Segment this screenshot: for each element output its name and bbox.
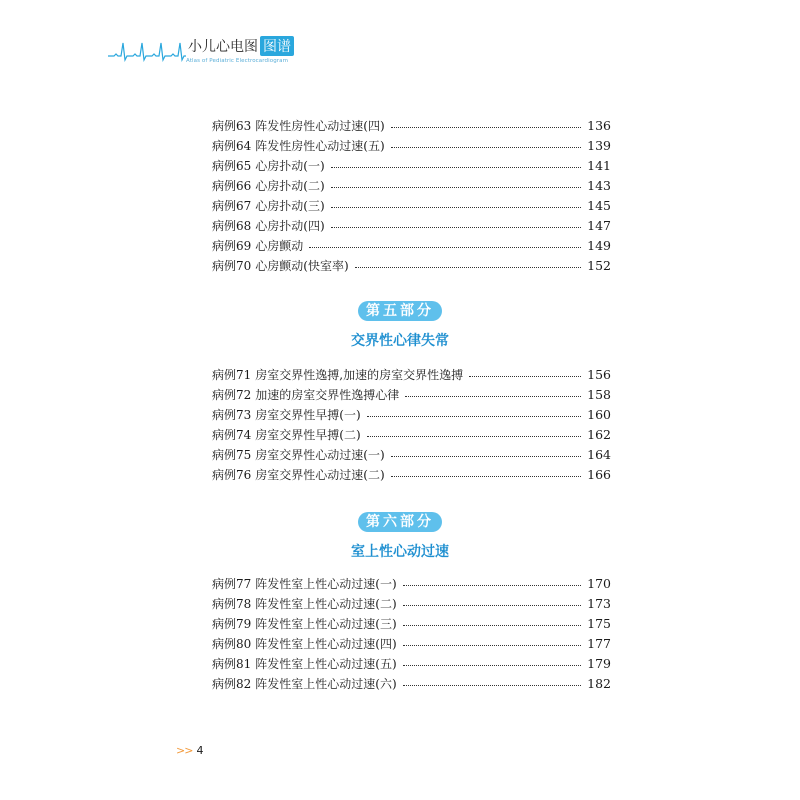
toc-entry	[212, 465, 611, 485]
case-title: 阵发性室上性心动过速(一)	[255, 577, 397, 591]
dot-leader	[331, 227, 581, 228]
case-title: 房室交界性早搏(一)	[255, 408, 361, 422]
dot-leader	[367, 436, 581, 437]
case-title: 心房扑动(一)	[255, 159, 325, 173]
case-title: 阵发性室上性心动过速(四)	[255, 637, 397, 651]
case-title: 阵发性室上性心动过速(五)	[255, 657, 397, 671]
case-number: 病例75	[212, 448, 252, 462]
page-number: 162	[587, 427, 611, 442]
case-number: 病例79	[212, 617, 252, 631]
page-number: 170	[587, 576, 611, 591]
toc-entry	[212, 425, 611, 445]
case-number: 病例78	[212, 597, 252, 611]
dot-leader	[391, 456, 581, 457]
page-number: 147	[587, 218, 611, 233]
page-number: 160	[587, 407, 611, 422]
dot-leader	[391, 476, 581, 477]
page-number: 145	[587, 198, 611, 213]
toc-entry	[212, 385, 611, 405]
toc-entry	[212, 445, 611, 465]
book-title	[188, 36, 294, 56]
dot-leader	[469, 376, 581, 377]
dot-leader	[309, 247, 581, 248]
footer-page-number: 4	[196, 744, 204, 757]
page-number: 143	[587, 178, 611, 193]
case-number: 病例71	[212, 368, 252, 382]
part-title: 室上性心动过速	[351, 544, 449, 560]
dot-leader	[405, 396, 581, 397]
toc-entry	[212, 365, 611, 385]
ecg-wave-icon	[108, 40, 186, 62]
page-number: 152	[587, 258, 611, 273]
part-badge: 第六部分	[358, 512, 442, 532]
toc-entry	[212, 405, 611, 425]
case-number: 病例64	[212, 139, 252, 153]
dot-leader	[391, 127, 581, 128]
page-number: 182	[587, 676, 611, 691]
page-number: 179	[587, 656, 611, 671]
page-number: 136	[587, 118, 611, 133]
case-title: 房室交界性早搏(二)	[255, 428, 361, 442]
dot-leader	[403, 685, 581, 686]
case-number: 病例63	[212, 119, 252, 133]
toc-entry	[212, 136, 611, 156]
case-number: 病例69	[212, 239, 252, 253]
dot-leader	[331, 187, 581, 188]
dot-leader	[403, 585, 581, 586]
toc-entry	[212, 614, 611, 634]
page-number: 175	[587, 616, 611, 631]
toc-entry	[212, 256, 611, 276]
page-number: 149	[587, 238, 611, 253]
case-title: 房室交界性心动过速(二)	[255, 468, 385, 482]
dot-leader	[355, 267, 581, 268]
running-header	[108, 36, 308, 76]
case-number: 病例66	[212, 179, 252, 193]
case-title: 心房扑动(三)	[255, 199, 325, 213]
chevron-right-icon: >>	[176, 744, 193, 757]
case-number: 病例72	[212, 388, 252, 402]
case-title: 房室交界性心动过速(一)	[255, 448, 385, 462]
toc-entry	[212, 116, 611, 136]
case-number: 病例70	[212, 259, 252, 273]
case-title: 心房扑动(四)	[255, 219, 325, 233]
toc-entry	[212, 176, 611, 196]
case-title: 阵发性室上性心动过速(六)	[255, 677, 397, 691]
case-number: 病例80	[212, 637, 252, 651]
case-title: 阵发性室上性心动过速(二)	[255, 597, 397, 611]
case-number: 病例73	[212, 408, 252, 422]
toc-entry	[212, 594, 611, 614]
dot-leader	[331, 167, 581, 168]
book-title-badge: 图谱	[260, 36, 294, 56]
case-title: 加速的房室交界性逸搏心律	[255, 388, 400, 402]
case-number: 病例65	[212, 159, 252, 173]
page-number: 141	[587, 158, 611, 173]
toc-entry	[212, 574, 611, 594]
page-number: 139	[587, 138, 611, 153]
case-number: 病例74	[212, 428, 252, 442]
dot-leader	[331, 207, 581, 208]
dot-leader	[367, 416, 581, 417]
toc-entry	[212, 216, 611, 236]
case-number: 病例67	[212, 199, 252, 213]
toc-entry	[212, 196, 611, 216]
case-title: 阵发性室上性心动过速(三)	[255, 617, 397, 631]
page-number: 164	[587, 447, 611, 462]
case-number: 病例76	[212, 468, 252, 482]
case-number: 病例82	[212, 677, 252, 691]
page-number: 173	[587, 596, 611, 611]
case-title: 心房颤动(快室率)	[255, 259, 349, 273]
book-title-text: 小儿心电图	[188, 39, 258, 55]
page-footer	[176, 744, 203, 757]
toc-entry	[212, 156, 611, 176]
case-title: 房室交界性逸搏,加速的房室交界性逸搏	[255, 368, 464, 382]
page-number: 166	[587, 467, 611, 482]
page-number: 158	[587, 387, 611, 402]
case-number: 病例68	[212, 219, 252, 233]
part-title: 交界性心律失常	[351, 333, 449, 349]
case-title: 心房扑动(二)	[255, 179, 325, 193]
part-badge: 第五部分	[358, 301, 442, 321]
toc-entry	[212, 654, 611, 674]
toc-entry	[212, 674, 611, 694]
page-number: 177	[587, 636, 611, 651]
case-number: 病例81	[212, 657, 252, 671]
case-number: 病例77	[212, 577, 252, 591]
toc-entry	[212, 236, 611, 256]
dot-leader	[403, 625, 581, 626]
dot-leader	[391, 147, 581, 148]
case-title: 阵发性房性心动过速(四)	[255, 119, 385, 133]
book-subtitle: Atlas of Pediatric Electrocardiogram	[186, 58, 289, 64]
page-number: 156	[587, 367, 611, 382]
toc-entry	[212, 634, 611, 654]
case-title: 心房颤动	[255, 239, 304, 253]
dot-leader	[403, 665, 581, 666]
dot-leader	[403, 605, 581, 606]
case-title: 阵发性房性心动过速(五)	[255, 139, 385, 153]
dot-leader	[403, 645, 581, 646]
